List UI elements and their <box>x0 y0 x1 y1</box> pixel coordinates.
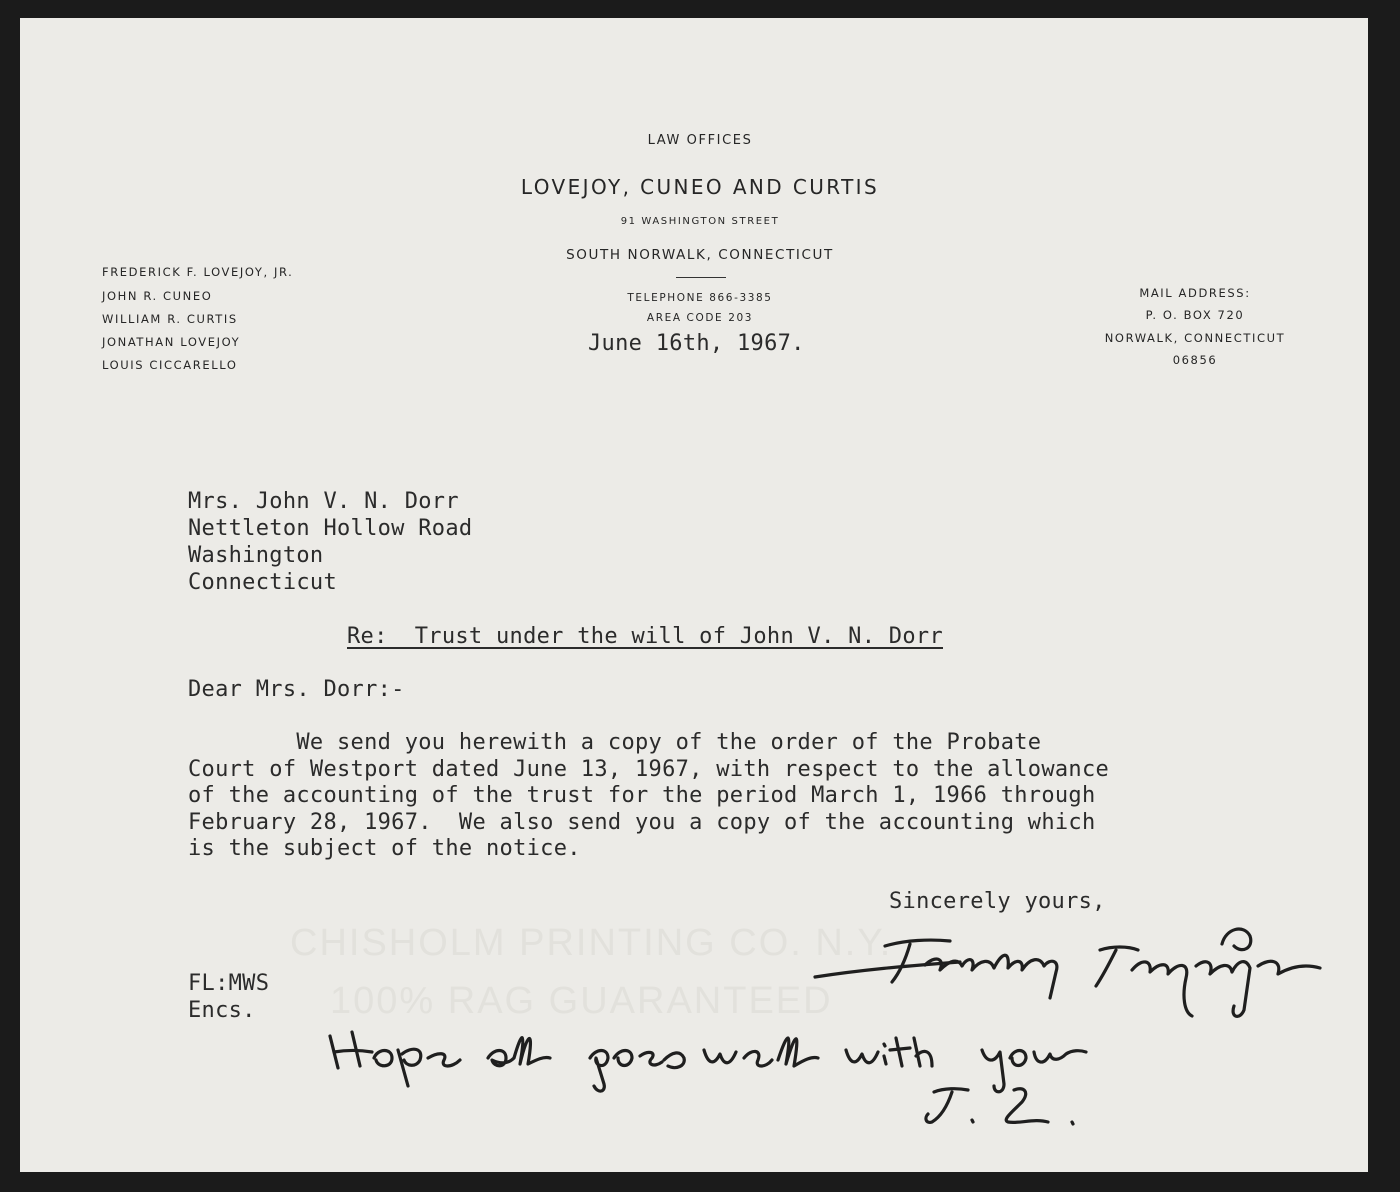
street-address: 91 WASHINGTON STREET <box>620 216 780 227</box>
body-line: We send you herewith a copy of the order of the Probate <box>188 730 1042 755</box>
watermark-line-1: CHISHOLM PRINTING CO. N.Y. <box>290 922 893 964</box>
reference-initials: FL:MWS <box>188 971 270 996</box>
firm-name: LOVEJOY, CUNEO AND CURTIS <box>520 175 880 199</box>
subject-line: Re: Trust under the will of John V. N. Dorr <box>347 624 943 649</box>
body-line: Court of Westport dated June 13, 1967, with respect to the allowance <box>188 757 1110 782</box>
law-offices-label: LAW OFFICES <box>647 133 753 148</box>
mail-address-zip: 06856 <box>1172 353 1218 367</box>
enclosures: Encs. <box>188 998 256 1023</box>
partner-name: LOUIS CICCARELLO <box>102 358 238 372</box>
recipient-line: Nettleton Hollow Road <box>188 516 473 541</box>
partner-name: JONATHAN LOVEJOY <box>102 335 241 349</box>
body-line: is the subject of the notice. <box>188 836 581 861</box>
partner-name: FREDERICK F. LOVEJOY, JR. <box>102 265 294 279</box>
body-line: February 28, 1967. We also send you a copy of the accounting which <box>188 810 1096 835</box>
recipient-line: Connecticut <box>188 570 337 595</box>
signature <box>815 929 1320 1016</box>
mail-address-label: MAIL ADDRESS: <box>1139 286 1251 300</box>
body-line: of the accounting of the trust for the period March 1, 1966 through <box>188 783 1096 808</box>
letter-date: June 16th, 1967. <box>588 331 805 356</box>
handwritten-initials <box>926 1089 1073 1124</box>
recipient-line: Washington <box>188 543 324 568</box>
closing: Sincerely yours, <box>889 889 1106 914</box>
recipient-line: Mrs. John V. N. Dorr <box>188 489 459 514</box>
handwritten-note <box>330 1032 1086 1092</box>
partner-name: WILLIAM R. CURTIS <box>102 312 238 326</box>
mail-address-city: NORWALK, CONNECTICUT <box>1104 331 1286 345</box>
salutation: Dear Mrs. Dorr:- <box>188 677 405 702</box>
area-code: AREA CODE 203 <box>646 312 754 324</box>
partner-name: JOHN R. CUNEO <box>102 289 213 303</box>
mail-address-box: P. O. BOX 720 <box>1145 308 1245 322</box>
telephone: TELEPHONE 866-3385 <box>627 292 773 304</box>
watermark-line-2: 100% RAG GUARANTEED <box>330 980 833 1022</box>
city-address: SOUTH NORWALK, CONNECTICUT <box>566 247 834 263</box>
